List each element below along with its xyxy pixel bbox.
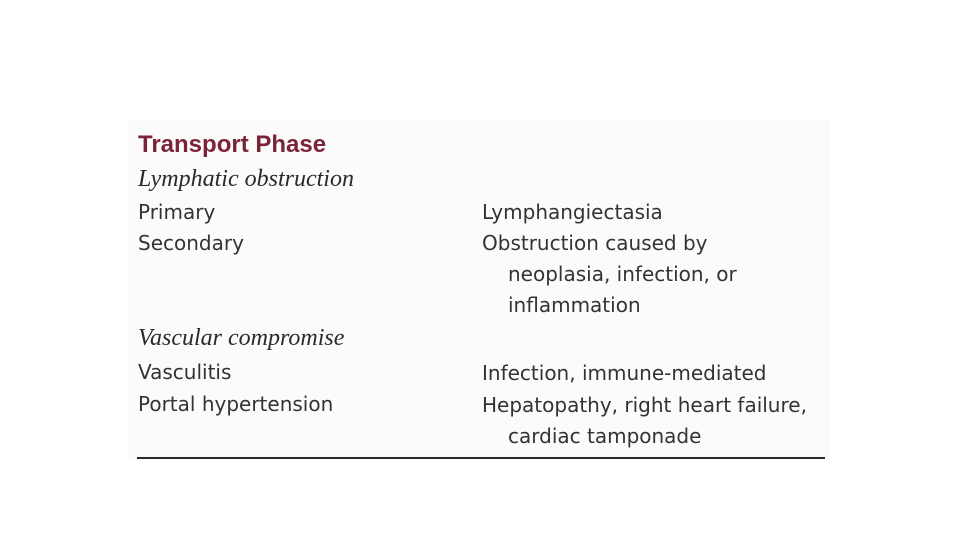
row-description-primary [482, 197, 663, 228]
row-label-vasculitis: Vasculitis [138, 360, 232, 384]
row-description-secondary [482, 228, 737, 321]
description-line: Lymphangiectasia [482, 200, 663, 224]
row-description-vasculitis [482, 358, 766, 389]
description-line: Infection, immune-mediated [482, 361, 767, 385]
section-title-lymphatic: Lymphatic obstruction [138, 166, 354, 192]
section-title-vascular: Vascular compromise [138, 325, 345, 351]
row-label-primary: Primary [138, 200, 216, 224]
description-line: cardiac tamponade [508, 424, 702, 448]
table-heading: Transport Phase [138, 131, 327, 158]
row-description-portal-hypertension [482, 390, 807, 452]
description-line: inflammation [508, 293, 641, 317]
description-line: Obstruction caused by [482, 231, 708, 255]
table-bottom-rule [137, 457, 825, 459]
row-label-secondary: Secondary [138, 231, 244, 255]
row-label-portal-hypertension: Portal hypertension [138, 392, 334, 416]
description-line: neoplasia, infection, or [508, 262, 737, 286]
description-line: Hepatopathy, right heart failure, [482, 393, 807, 417]
